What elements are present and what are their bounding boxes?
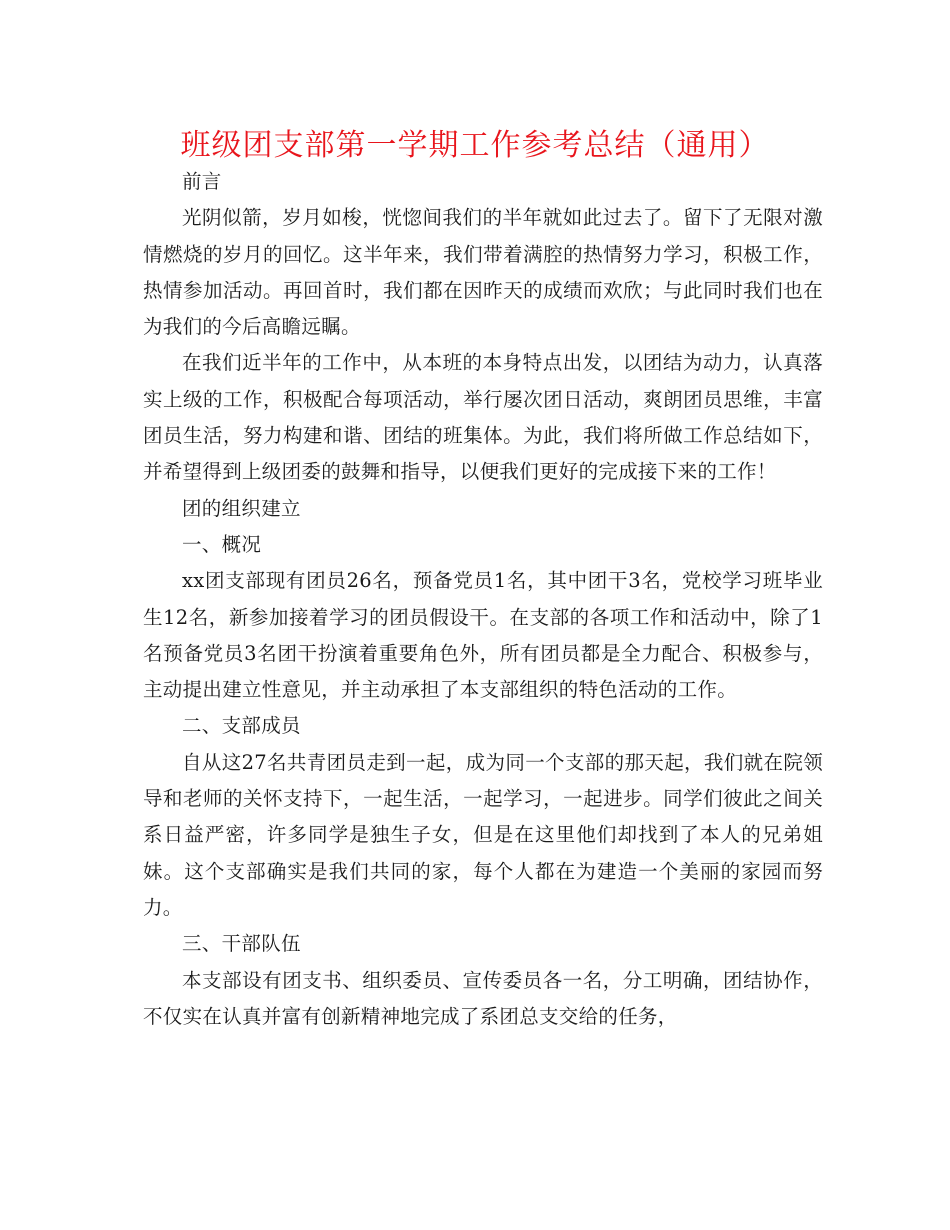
subheading-overview: 一、概况 xyxy=(182,532,262,556)
document-title: 班级团支部第一学期工作参考总结（通用） xyxy=(180,128,770,163)
section-heading-organization: 团的组织建立 xyxy=(182,496,301,520)
paragraph-overview: xx团支部现有团员26名，预备党员1名，其中团干3名，党校学习班毕业生12名，新参加接着学习的团员假设干。在支部的各项工作和活动中，除了1名预备党员3名团干扮演着重要角色外，所有团员都是全力配合、积极参与，主动提出建立性意见，并主动承担了本支部组织的特色活动的工作。 xyxy=(143,569,823,702)
paragraph-members: 自从这27名共青团员走到一起，成为同一个支部的那天起，我们就在院领导和老师的关怀支持下，一起生活，一起学习，一起进步。同学们彼此之间关系日益严密，许多同学是独生子女，但是在这里他们却找到了本人的兄弟姐妹。这个支部确实是我们共同的家，每个人都在为建造一个美丽的家园而努力。 xyxy=(143,750,823,919)
section-heading-preface: 前言 xyxy=(182,170,222,193)
subheading-members: 二、支部成员 xyxy=(182,714,301,738)
paragraph-intro-2: 在我们近半年的工作中，从本班的本身特点出发，以团结为动力，认真落实上级的工作，积极配合每项活动，举行屡次团日活动，爽朗团员思维，丰富团员生活，努力构建和谐、团结的班集体。为此，我们将所做工作总结如下，并希望得到上级团委的鼓舞和指导，以便我们更好的完成接下来的工作！ xyxy=(143,351,823,484)
paragraph-intro-1: 光阴似箭，岁月如梭，恍惚间我们的半年就如此过去了。留下了无限对激情燃烧的岁月的回忆。这半年来，我们带着满腔的热情努力学习，积极工作，热情参加活动。再回首时，我们都在因昨天的成绩而欢欣；与此同时我们也在为我们的今后高瞻远瞩。 xyxy=(143,206,823,339)
subheading-cadres: 三、干部队伍 xyxy=(182,932,301,956)
document-body xyxy=(143,164,823,1035)
paragraph-cadres: 本支部设有团支书、组织委员、宣传委员各一名，分工明确，团结协作，不仅实在认真并富有创新精神地完成了系团总支交给的任务， xyxy=(143,968,823,1028)
